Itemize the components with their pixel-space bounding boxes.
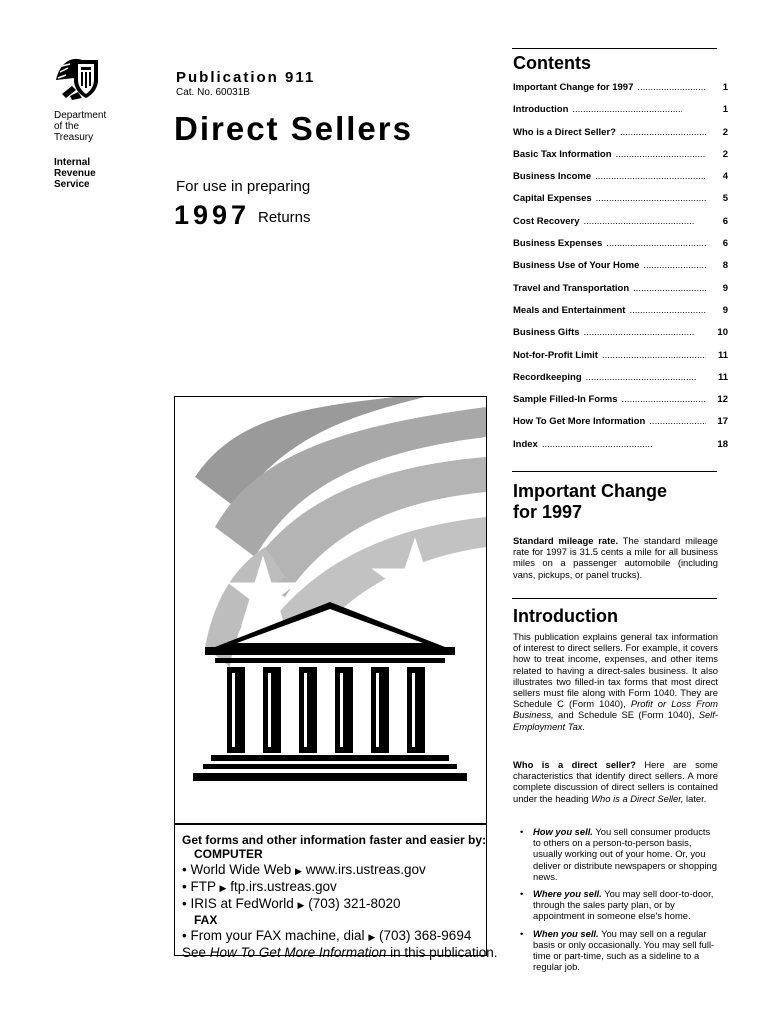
toc-entry[interactable]: [513, 260, 728, 282]
fax-phone: (703) 368-9694: [379, 928, 472, 943]
ftp-link[interactable]: ftp.irs.ustreas.gov: [230, 879, 337, 894]
toc-label: Meals and Entertainment: [513, 304, 626, 316]
toc-label: Basic Tax Information: [513, 148, 612, 160]
info-heading: Get forms and other information faster and easier by:: [182, 833, 487, 847]
toc-label: Not-for-Profit Limit: [513, 349, 598, 361]
computer-label: COMPUTER: [194, 847, 263, 861]
toc-leader: [633, 283, 706, 294]
toc-label: Cost Recovery: [513, 215, 580, 227]
catalog-number: Cat. No. 60031B: [176, 87, 250, 98]
toc-leader: [629, 305, 706, 316]
toc-entry[interactable]: [513, 82, 728, 104]
seller-characteristics-list: [518, 826, 718, 978]
www-link[interactable]: www.irs.ustreas.gov: [305, 862, 426, 877]
toc-page: 5: [722, 193, 728, 205]
arrow-right-icon: ▶: [295, 866, 302, 876]
toc-leader: [595, 171, 705, 182]
toc-label: Introduction: [513, 104, 569, 116]
toc-entry[interactable]: [513, 305, 728, 327]
divider-line: [512, 471, 717, 472]
toc-entry[interactable]: [513, 350, 728, 372]
for-use-text: For use in preparing: [176, 178, 311, 195]
toc-label: Business Use of Your Home: [513, 260, 640, 272]
toc-page: 11: [717, 349, 728, 361]
bullet-icon: •: [520, 888, 524, 900]
toc-page: 9: [722, 282, 728, 294]
divider-line: [512, 48, 717, 49]
toc-page: 17: [717, 416, 728, 428]
toc-page: 12: [717, 394, 728, 406]
toc-entry[interactable]: [513, 127, 728, 149]
introduction-paragraph: This publication explains general tax information of interest to direct sellers. For example, it covers how to treat income, expenses, and other items related to having a direct-sales business. It also illustrates two filled-in tax forms that most direct sellers must file along with Form 1040. They are Schedule C (Form 1040), Profit or Loss From Business, and Schedule SE (Form 1040), Self-Employment Tax.: [513, 631, 718, 732]
returns-text: Returns: [258, 209, 311, 226]
toc-page: 8: [722, 260, 728, 272]
toc-label: Capital Expenses: [513, 193, 592, 205]
toc-label: Sample Filled-In Forms: [513, 394, 618, 406]
toc-entry[interactable]: [513, 216, 728, 238]
toc-page: 6: [722, 238, 728, 250]
toc-page: 1: [722, 82, 728, 93]
toc-entry[interactable]: [513, 327, 728, 349]
toc-page: 6: [722, 215, 728, 227]
cover-illustration: [174, 396, 487, 824]
toc-leader: [606, 238, 706, 249]
tax-year: 1997: [174, 200, 251, 230]
iris-phone: (703) 321-8020: [308, 896, 401, 911]
toc-entry[interactable]: [513, 394, 728, 416]
toc-leader: [649, 416, 706, 427]
iris-item: • IRIS at FedWorld ▶ (703) 321-8020: [182, 896, 401, 911]
ftp-item: • FTP ▶ ftp.irs.ustreas.gov: [182, 879, 337, 894]
arrow-right-icon: ▶: [368, 932, 376, 942]
toc-leader: [542, 439, 652, 450]
toc-entry[interactable]: [513, 416, 728, 438]
arrow-right-icon: ▶: [297, 900, 305, 910]
toc-entry[interactable]: [513, 238, 728, 260]
toc-leader: [637, 82, 706, 93]
arrow-right-icon: ▶: [219, 883, 227, 893]
toc-leader: [586, 372, 696, 383]
toc-leader: [596, 193, 706, 204]
document-title: Direct Sellers: [174, 110, 413, 147]
toc-label: Recordkeeping: [513, 371, 582, 383]
toc-page: 2: [722, 148, 728, 160]
toc-page: 2: [722, 126, 728, 138]
contents-heading: Contents: [513, 53, 591, 73]
toc-entry[interactable]: [513, 193, 728, 215]
toc-leader: [622, 394, 706, 405]
see-reference: See How To Get More Information in this publication.: [182, 945, 498, 960]
important-change-heading: Important Change for 1997: [513, 481, 668, 522]
toc-entry[interactable]: [513, 439, 728, 461]
toc-leader: [602, 350, 706, 361]
toc-leader: [584, 216, 694, 227]
table-of-contents: [513, 82, 728, 461]
toc-entry[interactable]: [513, 104, 728, 126]
toc-label: Travel and Transportation: [513, 282, 630, 294]
toc-label: Business Income: [513, 171, 592, 183]
toc-label: Important Change for 1997: [513, 82, 634, 93]
toc-label: Index: [513, 438, 538, 450]
toc-entry[interactable]: [513, 283, 728, 305]
toc-page: 10: [717, 327, 728, 339]
www-item: • World Wide Web ▶ www.irs.ustreas.gov: [182, 862, 426, 877]
bullet-icon: •: [520, 927, 524, 939]
divider-line: [512, 598, 717, 599]
toc-leader: [616, 149, 706, 160]
toc-label: How To Get More Information: [513, 416, 646, 428]
toc-entry[interactable]: [513, 171, 728, 193]
info-box: [174, 824, 498, 960]
toc-leader: [643, 260, 706, 271]
introduction-heading: Introduction: [513, 606, 618, 626]
irs-eagle-logo: [52, 50, 104, 102]
toc-label: Business Gifts: [513, 327, 580, 339]
publication-number: Publication 911: [176, 69, 316, 86]
toc-label: Who is a Direct Seller?: [513, 126, 616, 138]
list-item: • How you sell. You sell consumer products to others on a person-to-person basis, usually working out of your home. Or, you deliver or distribute newspapers or shopping news.: [520, 826, 717, 882]
bullet-icon: •: [520, 826, 524, 837]
fax-item: • From your FAX machine, dial ▶ (703) 368-9694: [182, 928, 472, 943]
fax-label: FAX: [194, 913, 218, 927]
toc-page: 1: [722, 104, 728, 116]
toc-leader: [620, 127, 706, 138]
toc-page: 4: [722, 171, 728, 183]
toc-page: 18: [717, 438, 728, 450]
toc-page: 9: [722, 304, 728, 316]
toc-page: 11: [717, 371, 728, 383]
toc-leader: [572, 104, 682, 115]
toc-label: Business Expenses: [513, 238, 603, 250]
important-change-text: Standard mileage rate. The standard mileage rate for 1997 is 31.5 cents a mile for all business miles on a passenger automobile (including vans, pickups, or panel trucks).: [513, 535, 719, 580]
list-item: • When you sell. You may sell on a regular basis or only occasionally. You may sell full-time or part-time, such as a sideline to a regular job.: [520, 927, 715, 973]
list-item: • Where you sell. You may sell door-to-door, through the sales party plan, or by appointment in someone else's home.: [520, 888, 714, 922]
toc-entry[interactable]: [513, 372, 728, 394]
toc-entry[interactable]: [513, 149, 728, 171]
direct-seller-paragraph: Who is a direct seller? Here are some characteristics that identify direct sellers. A more complete discussion of direct sellers is contained under the heading Who is a Direct Seller, later.: [513, 759, 718, 804]
department-name: Department of the Treasury: [54, 110, 107, 143]
toc-leader: [584, 327, 694, 338]
service-name: Internal Revenue Service: [54, 157, 96, 190]
